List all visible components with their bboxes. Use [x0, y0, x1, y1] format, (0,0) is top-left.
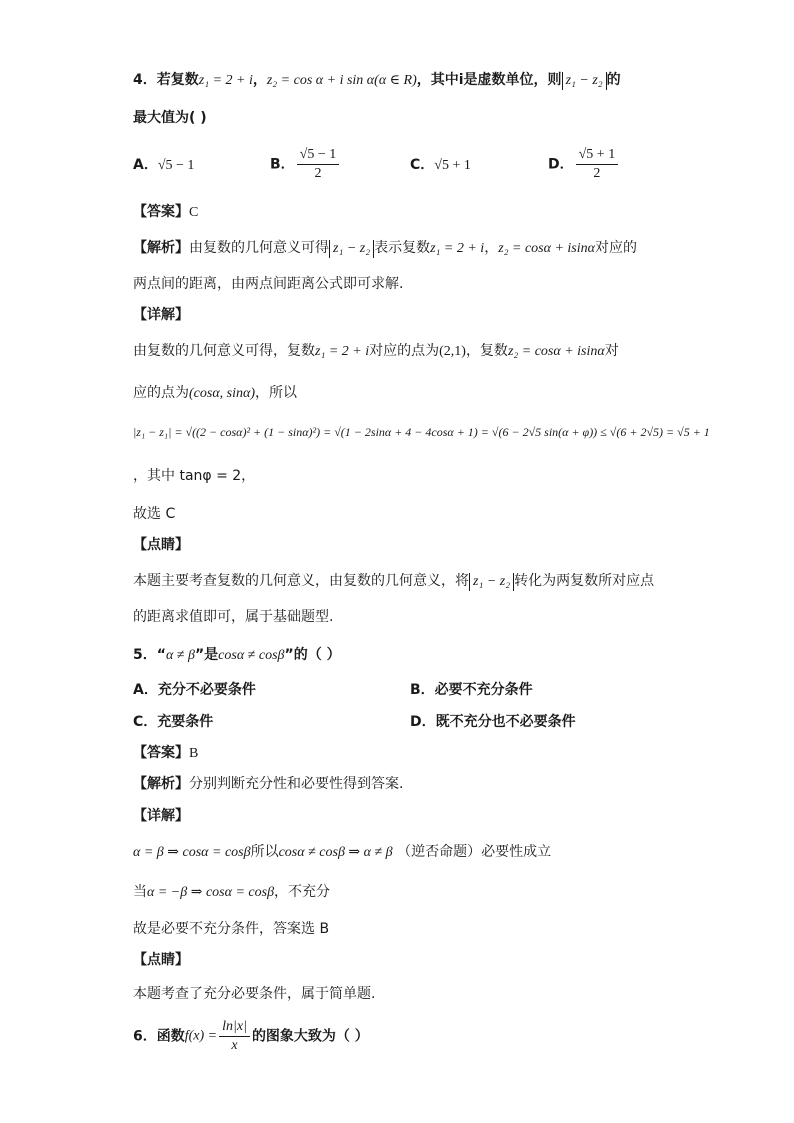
q4-stem-line1: [133, 70, 621, 91]
q4-comment-line2: 的距离求值即可，属于基础题型.: [133, 609, 334, 625]
answer-tag: 【答案】: [133, 204, 189, 220]
option-label: D．: [548, 156, 574, 173]
q5-option-b: B．必要不充分条件: [410, 682, 533, 698]
q4-z1-def: z₁ = 2 + i: [198, 73, 253, 88]
q4-detail-line1: [133, 341, 619, 362]
analysis-text: 分别判断充分性和必要性得到答案.: [189, 776, 404, 792]
q6-fraction: [219, 1018, 250, 1055]
detail-text: ，所以: [255, 385, 298, 401]
math-z2: z₂ = cosα + isinα: [498, 241, 595, 256]
q5-option-c: C．充要条件: [133, 714, 214, 730]
q5-detail-line3: 故是必要不充分条件，答案选 B: [133, 921, 330, 937]
math-point: (cosα, sinα): [189, 386, 256, 401]
q4-option-a: [133, 155, 194, 176]
fraction-denominator: 2: [593, 166, 601, 181]
q4-comma: ，: [252, 72, 267, 88]
fraction-numerator: ln|x|: [219, 1018, 250, 1037]
q4-abs-expr: z₁ − z₂: [562, 72, 607, 90]
detail-text: （逆否命题）必要性成立: [392, 844, 552, 860]
option-label: B．: [270, 156, 295, 173]
detail-text: 当: [133, 884, 147, 900]
q5-analysis-line: [133, 774, 403, 794]
q5-detail-line2: [133, 882, 330, 903]
math-z1: z₁ = 2 + i: [430, 241, 485, 256]
analysis-tag: 【解析】: [133, 776, 189, 792]
q4-detail-tag: 【详解】: [133, 307, 189, 323]
fraction-denominator: 2: [314, 166, 322, 181]
q5-detail-tag: 【详解】: [133, 808, 189, 824]
q5-option-d: D．既不充分也不必要条件: [410, 714, 576, 730]
q4-detail-line2: [133, 383, 297, 404]
option-value: √5 − 1: [157, 158, 195, 173]
answer-tag: 【答案】: [133, 745, 189, 761]
q4-option-b: [270, 146, 341, 183]
comment-text: 本题主要考查复数的几何意义，由复数的几何意义，将: [133, 573, 469, 589]
option-label: A．: [133, 157, 158, 173]
q4-option-d: [548, 146, 620, 183]
q5-stem-text: 5．“: [133, 647, 166, 663]
option-value: √5 + 1: [434, 158, 471, 173]
analysis-text: 由复数的几何意义可得: [189, 240, 329, 256]
detail-text: 对应的点为: [369, 343, 440, 359]
q4-option-c: [410, 155, 471, 176]
fraction-denominator: x: [231, 1038, 238, 1053]
q4-detail-line3: ，其中 tanφ = 2，: [133, 468, 256, 484]
math-point: (2,1): [439, 344, 466, 359]
q5-stem: [133, 645, 341, 666]
q5-detail-line1: [133, 842, 551, 863]
q5-option-a: A．充分不必要条件: [133, 682, 256, 698]
analysis-text: 对应的: [594, 240, 637, 256]
option-fraction: [576, 146, 619, 183]
q5-comment-line: 本题考查了充分必要条件，属于简单题.: [133, 986, 376, 1002]
fraction-numerator: √5 + 1: [576, 146, 619, 165]
detail-text: 所以: [250, 844, 279, 860]
math-implication: α = β ⇒ cosα = cosβ: [133, 845, 251, 860]
fraction-numerator: √5 − 1: [297, 146, 340, 165]
q4-z2-def: z₂ = cos α + i sin α(α ∈ R): [266, 73, 417, 88]
q4-equation: |z₁ − z₁| = √((2 − cosα)² + (1 − sinα)²) = √(1 − 2sinα + 4 − 4cosα + 1) = √(6 − 2√5 sin(α + φ)) ≤ √(6 + 2√5) = √5 + 1: [133, 425, 710, 439]
detail-text: 由复数的几何意义可得，复数: [133, 343, 315, 359]
detail-text: ，不充分: [274, 884, 331, 900]
q6-function-name: f(x) =: [184, 1028, 218, 1044]
math-z1: z₁ = 2 + i: [315, 344, 370, 359]
math-z2: z₂ = cosα + isinα: [507, 344, 605, 359]
abs-expr: z₁ − z₂: [329, 240, 374, 258]
q5-stem-text: ”是: [194, 647, 219, 663]
q4-comment-tag: 【点睛】: [133, 537, 189, 553]
q4-analysis-line1: [133, 238, 637, 259]
q4-stem-suffix: 的: [606, 72, 621, 88]
comment-text: 转化为两复数所对应点: [514, 573, 655, 589]
analysis-text: 表示复数: [374, 240, 431, 256]
q4-stem-line2: 最大值为( ): [133, 110, 207, 126]
q4-analysis-line2: 两点间的距离，由两点间距离公式即可求解.: [133, 276, 404, 292]
q6-stem-text: 的图象大致为（ ）: [251, 1028, 369, 1045]
q6-stem: [133, 1018, 369, 1055]
q4-answer-line: [133, 202, 198, 223]
q6-stem-text: 6．函数: [133, 1028, 185, 1045]
math-implication: cosα ≠ cosβ ⇒ α ≠ β: [278, 845, 393, 860]
detail-text: 应的点为: [133, 385, 189, 401]
option-label: C．: [410, 157, 435, 173]
analysis-tag: 【解析】: [133, 240, 189, 256]
q5-comment-tag: 【点睛】: [133, 952, 189, 968]
answer-value: C: [189, 205, 199, 220]
analysis-text: ，: [484, 240, 499, 256]
q5-math-a: α ≠ β: [165, 648, 195, 663]
q4-comment-line1: [133, 571, 654, 591]
abs-expr: z₁ − z₂: [469, 573, 514, 591]
q4-stem-prefix: 4．若复数: [133, 72, 199, 88]
math-implication: α = −β ⇒ cosα = cosβ: [147, 885, 275, 900]
q4-detail-line4: 故选 C: [133, 506, 176, 522]
q4-stem-mid: ，其中i是虚数单位，则: [416, 72, 562, 88]
q5-math-b: cosα ≠ cosβ: [218, 648, 285, 663]
detail-text: ，复数: [465, 343, 508, 359]
q5-stem-text: ”的（ ）: [284, 647, 341, 663]
detail-text: 对: [604, 343, 619, 359]
answer-value: B: [189, 746, 199, 761]
q5-answer-line: [133, 743, 198, 764]
option-fraction: [297, 146, 340, 183]
